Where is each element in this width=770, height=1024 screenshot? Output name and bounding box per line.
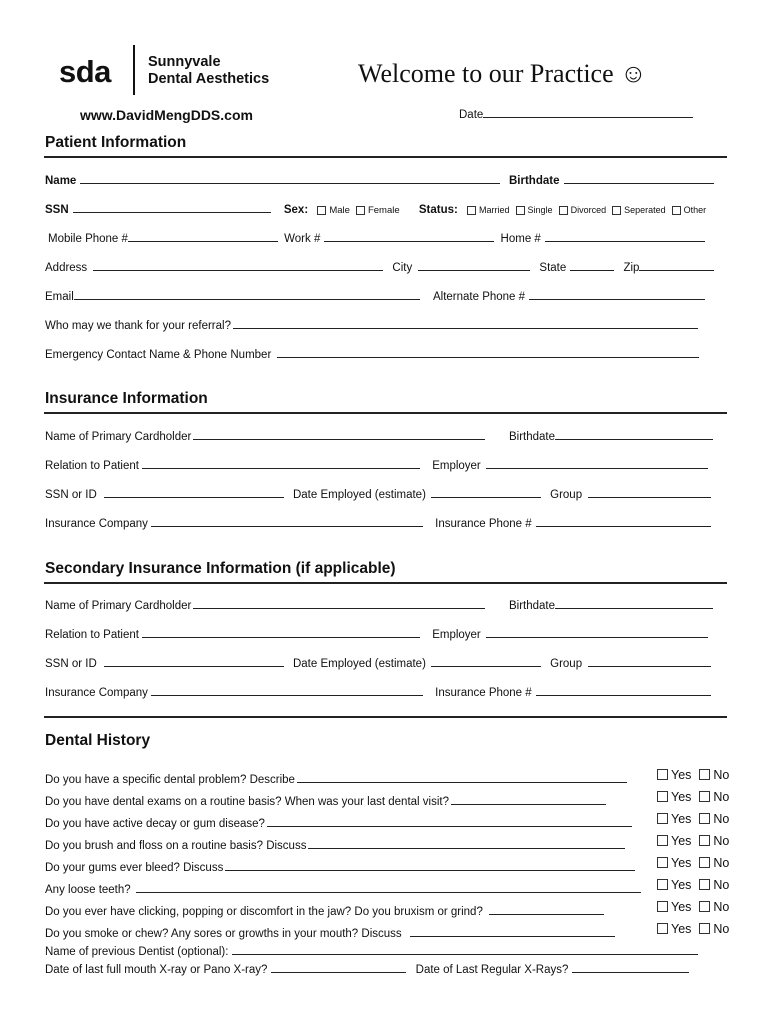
- name-row: [45, 171, 500, 187]
- dental-question-5: [45, 858, 635, 874]
- welcome-text: Welcome to our Practice: [358, 59, 614, 88]
- no-label: No: [713, 790, 730, 804]
- smiley-icon: ☺: [620, 59, 647, 88]
- dental-question-text: Any loose teeth?: [45, 884, 131, 896]
- name-field[interactable]: [80, 171, 500, 184]
- ins-cardholder-label: Name of Primary Cardholder: [45, 431, 192, 443]
- work-label: Work #: [284, 233, 321, 245]
- sec-cardholder-row: [45, 596, 485, 612]
- birthdate-field[interactable]: [564, 171, 714, 184]
- sec-phone-label: Insurance Phone #: [435, 687, 532, 699]
- email-row: [45, 287, 705, 303]
- yes-checkbox[interactable]: [657, 791, 668, 802]
- city-label: City: [392, 262, 413, 274]
- sec-relation-row: [45, 625, 708, 641]
- sec-birthdate-label: Birthdate: [509, 600, 556, 612]
- no-checkbox[interactable]: [699, 901, 710, 912]
- email-label: Email: [45, 291, 74, 303]
- no-label: No: [713, 834, 730, 848]
- zip-label: Zip: [623, 262, 640, 274]
- referral-row: [45, 316, 698, 332]
- yes-label: Yes: [671, 856, 692, 870]
- yes-label: Yes: [671, 790, 692, 804]
- logo-line-2: Dental Aesthetics: [148, 71, 270, 87]
- ins-ssn-field[interactable]: [104, 485, 284, 498]
- dental-question-text: Do you have dental exams on a routine basis? When was your last dental visit?: [45, 796, 449, 808]
- no-checkbox[interactable]: [699, 857, 710, 868]
- dental-section-title: Dental History: [45, 732, 151, 749]
- patient-divider: [44, 156, 727, 158]
- ins-birthdate-label: Birthdate: [509, 431, 556, 443]
- dental-question-8: [45, 924, 615, 940]
- mobile-field[interactable]: [128, 229, 278, 242]
- yes-no-group: [657, 900, 729, 914]
- yes-no-group: [657, 922, 729, 936]
- sec-company-row: [45, 683, 711, 699]
- no-label: No: [713, 878, 730, 892]
- home-label: Home #: [500, 233, 541, 245]
- no-label: No: [713, 922, 730, 936]
- ins-cardholder-row: [45, 427, 485, 443]
- yes-checkbox[interactable]: [657, 923, 668, 934]
- female-label: Female: [367, 205, 400, 216]
- sec-company-field[interactable]: [151, 683, 423, 696]
- ins-relation-label: Relation to Patient: [45, 460, 139, 472]
- birthdate-label: Birthdate: [509, 175, 560, 187]
- secondary-divider: [44, 582, 727, 584]
- sec-phone-field[interactable]: [536, 683, 711, 696]
- sec-cardholder-label: Name of Primary Cardholder: [45, 600, 192, 612]
- logo-name: [148, 54, 269, 88]
- dental-question-6: [45, 880, 641, 896]
- ins-date-employed-field[interactable]: [431, 485, 541, 498]
- sex-label: Sex:: [283, 204, 309, 216]
- sec-cardholder-field[interactable]: [193, 596, 485, 609]
- married-checkbox[interactable]: [467, 206, 476, 215]
- ins-birthdate-field[interactable]: [555, 427, 713, 440]
- dental-question-4: [45, 836, 625, 852]
- home-field[interactable]: [545, 229, 705, 242]
- sec-ssn-label: SSN or ID: [45, 658, 97, 670]
- insurance-divider: [44, 412, 727, 414]
- no-checkbox[interactable]: [699, 879, 710, 890]
- yes-no-group: [657, 878, 729, 892]
- sec-group-label: Group: [550, 658, 583, 670]
- sec-employer-label: Employer: [432, 629, 481, 641]
- zip-field[interactable]: [639, 258, 714, 271]
- address-field[interactable]: [93, 258, 383, 271]
- sec-group-field[interactable]: [588, 654, 711, 667]
- ins-company-field[interactable]: [151, 514, 423, 527]
- sec-relation-label: Relation to Patient: [45, 629, 139, 641]
- yes-no-group: [657, 834, 729, 848]
- dental-question-text: Do you brush and floss on a routine basis? Discuss: [45, 840, 307, 852]
- address-row: [45, 258, 714, 274]
- yes-checkbox[interactable]: [657, 813, 668, 824]
- state-field[interactable]: [570, 258, 614, 271]
- dental-question-7: [45, 902, 604, 918]
- dental-question-3: [45, 814, 632, 830]
- status-label: Status:: [418, 204, 458, 216]
- single-checkbox[interactable]: [516, 206, 525, 215]
- logo-divider: [133, 45, 135, 95]
- sec-date-employed-label: Date Employed (estimate): [292, 658, 426, 670]
- yes-label: Yes: [671, 922, 692, 936]
- yes-label: Yes: [671, 878, 692, 892]
- ins-employer-field[interactable]: [486, 456, 708, 469]
- ins-group-label: Group: [550, 489, 583, 501]
- ins-birthdate-row: [509, 427, 713, 443]
- dental-question-text: Do you have active decay or gum disease?: [45, 818, 265, 830]
- dental-question-text: Do you ever have clicking, popping or discomfort in the jaw? Do you bruxism or grind?: [45, 906, 483, 918]
- ins-company-label: Insurance Company: [45, 518, 148, 530]
- ins-company-row: [45, 514, 711, 530]
- no-checkbox[interactable]: [699, 791, 710, 802]
- referral-label: Who may we thank for your referral?: [45, 320, 231, 332]
- yes-checkbox[interactable]: [657, 901, 668, 912]
- secondary-section-title: Secondary Insurance Information (if applicable): [45, 560, 396, 577]
- last-regular-xray-label: Date of Last Regular X-Rays?: [415, 964, 569, 976]
- last-regular-xray-field[interactable]: [572, 960, 689, 973]
- dental-answer-field[interactable]: [297, 770, 627, 783]
- date-label: Date: [459, 109, 484, 121]
- ssn-field[interactable]: [73, 200, 271, 213]
- ins-phone-field[interactable]: [536, 514, 711, 527]
- city-field[interactable]: [418, 258, 530, 271]
- no-checkbox[interactable]: [699, 923, 710, 934]
- ins-relation-field[interactable]: [142, 456, 420, 469]
- alt-phone-field[interactable]: [529, 287, 705, 300]
- other-label: Other: [683, 205, 707, 215]
- no-label: No: [713, 856, 730, 870]
- birthdate-row: [509, 171, 714, 187]
- separated-label: Seperated: [624, 205, 666, 215]
- state-label: State: [539, 262, 567, 274]
- yes-checkbox[interactable]: [657, 857, 668, 868]
- male-label: Male: [329, 205, 350, 216]
- sec-ssn-row: [45, 654, 711, 670]
- address-label: Address: [45, 262, 88, 274]
- ssn-sex-status-row: [45, 200, 706, 216]
- ins-group-field[interactable]: [588, 485, 711, 498]
- sec-employer-field[interactable]: [486, 625, 708, 638]
- sec-date-employed-field[interactable]: [431, 654, 541, 667]
- work-field[interactable]: [324, 229, 494, 242]
- no-checkbox[interactable]: [699, 769, 710, 780]
- no-label: No: [713, 768, 730, 782]
- sec-relation-field[interactable]: [142, 625, 420, 638]
- dental-question-2: [45, 792, 606, 808]
- yes-label: Yes: [671, 768, 692, 782]
- dental-answer-field[interactable]: [410, 924, 615, 937]
- sec-birthdate-row: [509, 596, 713, 612]
- mobile-label: Mobile Phone #: [48, 233, 128, 245]
- ins-ssn-label: SSN or ID: [45, 489, 97, 501]
- referral-field[interactable]: [233, 316, 698, 329]
- married-label: Married: [479, 205, 510, 215]
- divorced-label: Divorced: [570, 205, 607, 215]
- dental-question-1: [45, 770, 627, 786]
- ssn-label: SSN: [45, 204, 69, 216]
- yes-checkbox[interactable]: [657, 835, 668, 846]
- date-row: [459, 105, 693, 121]
- name-label: Name: [45, 175, 77, 187]
- emergency-row: [45, 345, 699, 361]
- yes-label: Yes: [671, 812, 692, 826]
- last-xray-label: Date of last full mouth X-ray or Pano X-ray?: [45, 964, 268, 976]
- separated-checkbox[interactable]: [612, 206, 621, 215]
- ins-employer-label: Employer: [432, 460, 481, 472]
- prev-dentist-label: Name of previous Dentist (optional):: [45, 946, 229, 958]
- sec-birthdate-field[interactable]: [555, 596, 713, 609]
- male-checkbox[interactable]: [317, 206, 326, 215]
- dental-answer-field[interactable]: [489, 902, 604, 915]
- phone-row: [48, 229, 705, 245]
- website-url: www.DavidMengDDS.com: [80, 107, 253, 123]
- yes-no-group: [657, 768, 729, 782]
- single-label: Single: [527, 205, 553, 215]
- xray-row: [45, 960, 689, 976]
- dental-answer-field[interactable]: [308, 836, 625, 849]
- date-field[interactable]: [483, 105, 693, 118]
- dental-question-text: Do you smoke or chew? Any sores or growths in your mouth? Discuss: [45, 928, 402, 940]
- dental-answer-field[interactable]: [136, 880, 641, 893]
- dental-answer-field[interactable]: [225, 858, 635, 871]
- yes-checkbox[interactable]: [657, 769, 668, 780]
- prev-dentist-row: [45, 942, 698, 958]
- emergency-field[interactable]: [277, 345, 699, 358]
- logo-abbreviation: sda: [59, 54, 111, 89]
- no-checkbox[interactable]: [699, 813, 710, 824]
- divorced-checkbox[interactable]: [559, 206, 568, 215]
- no-label: No: [713, 812, 730, 826]
- yes-no-group: [657, 812, 729, 826]
- yes-no-group: [657, 856, 729, 870]
- patient-section-title: Patient Information: [45, 134, 187, 151]
- ins-relation-row: [45, 456, 708, 472]
- ins-ssn-row: [45, 485, 711, 501]
- yes-label: Yes: [671, 900, 692, 914]
- ins-date-employed-label: Date Employed (estimate): [292, 489, 426, 501]
- yes-checkbox[interactable]: [657, 879, 668, 890]
- welcome-heading: [358, 59, 647, 89]
- other-checkbox[interactable]: [672, 206, 681, 215]
- dental-divider: [44, 716, 727, 718]
- female-checkbox[interactable]: [356, 206, 365, 215]
- dental-question-text: Do you have a specific dental problem? Describe: [45, 774, 295, 786]
- sec-company-label: Insurance Company: [45, 687, 148, 699]
- dental-answer-field[interactable]: [267, 814, 632, 827]
- prev-dentist-field[interactable]: [232, 942, 698, 955]
- alt-phone-label: Alternate Phone #: [432, 291, 526, 303]
- dental-question-text: Do your gums ever bleed? Discuss: [45, 862, 224, 874]
- yes-no-group: [657, 790, 729, 804]
- sec-ssn-field[interactable]: [104, 654, 284, 667]
- logo-line-1: Sunnyvale: [148, 54, 221, 70]
- ins-cardholder-field[interactable]: [193, 427, 485, 440]
- no-checkbox[interactable]: [699, 835, 710, 846]
- email-field[interactable]: [74, 287, 420, 300]
- no-label: No: [713, 900, 730, 914]
- ins-phone-label: Insurance Phone #: [435, 518, 532, 530]
- emergency-label: Emergency Contact Name & Phone Number: [45, 349, 272, 361]
- yes-label: Yes: [671, 834, 692, 848]
- dental-answer-field[interactable]: [451, 792, 606, 805]
- last-xray-field[interactable]: [271, 960, 406, 973]
- insurance-section-title: Insurance Information: [45, 390, 208, 407]
